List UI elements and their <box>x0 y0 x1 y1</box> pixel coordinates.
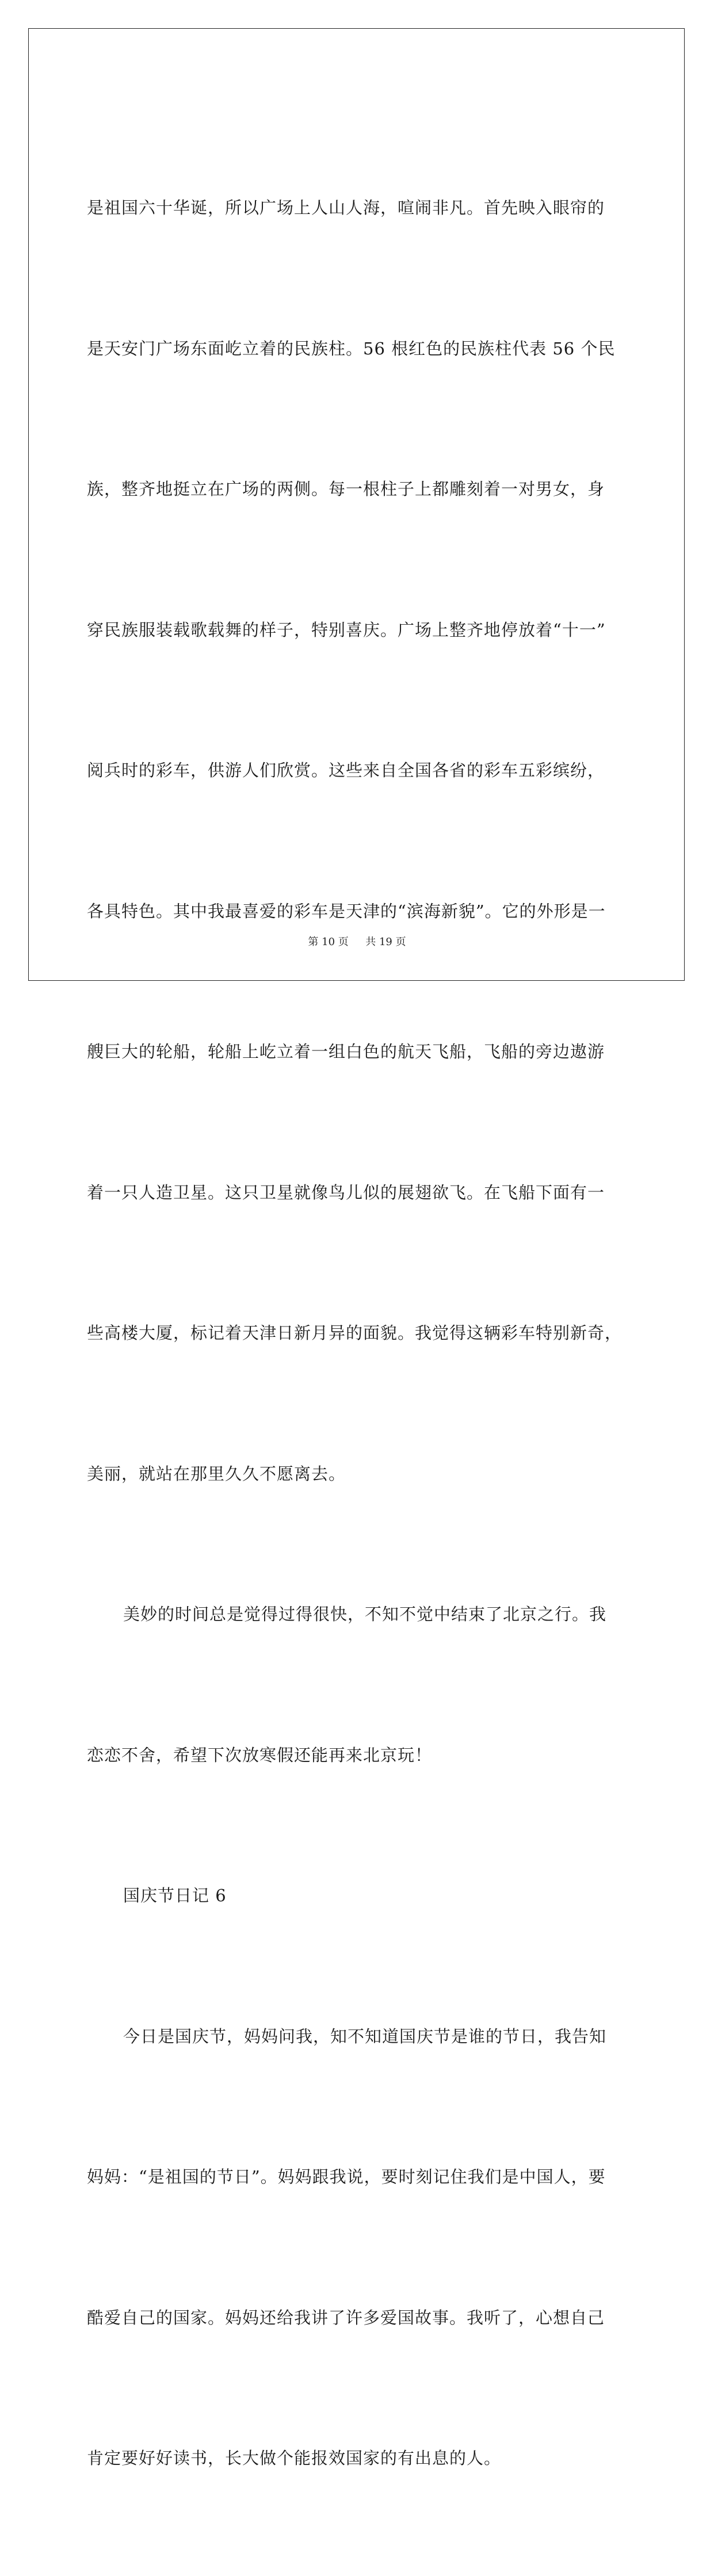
text-line: 美丽，就站在那里久久不愿离去。 <box>87 1463 346 1484</box>
text-line: 阅兵时的彩车，供游人们欣赏。这些来自全国各省的彩车五彩缤纷， <box>87 760 605 780</box>
text-line: 艘巨大的轮船，轮船上屹立着一组白色的航天飞船，飞船的旁边遨游 <box>87 1042 605 1061</box>
text-line: 今日是国庆节，妈妈问我，知不知道国庆节是谁的节日，我告知 <box>123 2026 607 2046</box>
text-line: 着一只人造卫星。这只卫星就像鸟儿似的展翅欲飞。在飞船下面有一 <box>87 1182 605 1202</box>
text-line: 美妙的时间总是觉得过得很快，不知不觉中结束了北京之行。我 <box>123 1604 607 1624</box>
page-footer <box>0 934 714 949</box>
text-line: 妈妈：“是祖国的节日”。妈妈跟我说，要时刻记住我们是中国人，要 <box>87 2167 606 2187</box>
paragraph-main <box>87 91 628 2576</box>
text-line: 肯定要好好读书，长大做个能报效国家的有出息的人。 <box>87 2448 502 2468</box>
text-line: 是天安门广场东面屹立着的民族柱。56 根红色的民族柱代表 56 个民 <box>87 338 616 358</box>
document-body <box>87 91 628 2576</box>
page-number: 第 10 页 <box>308 936 349 948</box>
text-line: 恋恋不舍，希望下次放寒假还能再来北京玩！ <box>87 1745 433 1765</box>
text-line: 穿民族服装载歌载舞的样子，特别喜庆。广场上整齐地停放着“十一” <box>87 620 606 640</box>
page-total: 共 19 页 <box>365 936 406 948</box>
text-line: 族，整齐地挺立在广场的两侧。每一根柱子上都雕刻着一对男女，身 <box>87 479 605 499</box>
text-line: 各具特色。其中我最喜爱的彩车是天津的“滨海新貌”。它的外形是一 <box>87 901 606 921</box>
text-line: 些高楼大厦，标记着天津日新月异的面貌。我觉得这辆彩车特别新奇， <box>87 1323 623 1343</box>
text-line: 酷爱自己的国家。妈妈还给我讲了许多爱国故事。我听了，心想自己 <box>87 2307 605 2327</box>
text-line: 是祖国六十华诞，所以广场上人山人海，喧闹非凡。首先映入眼帘的 <box>87 198 605 217</box>
section-heading: 国庆节日记 6 <box>123 1886 227 1905</box>
